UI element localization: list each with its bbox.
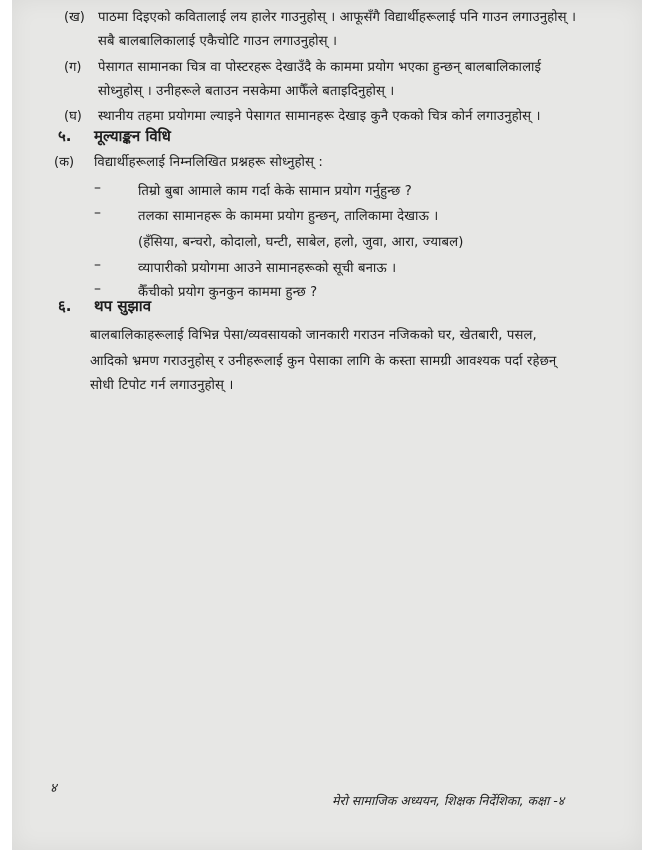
item-ga-line-1: पेसागत सामानका चित्र वा पोस्टरहरू देखाउँदै के काममा प्रयोग भएका हुन्छन् बालबालिकालाई xyxy=(98,60,542,75)
bullet-item: तलका सामानहरू के काममा प्रयोग हुन्छन्, तालिकामा देखाऊ । xyxy=(138,209,439,224)
bullet-item: व्यापारीको प्रयोगमा आउने सामानहरूको सूची बनाऊ । xyxy=(138,261,397,276)
bullet-item: कैँचीको प्रयोग कुनकुन काममा हुन्छ ? xyxy=(138,285,318,300)
section-6-number: ६. xyxy=(58,297,72,315)
section-5-title: मूल्याङ्कन विधि xyxy=(94,127,171,145)
book-title-footer: मेरो सामाजिक अध्ययन, शिक्षक निर्देशिका, कक्षा -४ xyxy=(332,793,565,808)
bullet-dash: – xyxy=(94,281,101,297)
section-6-title: थप सुझाव xyxy=(94,297,152,315)
item-kha-line-1: पाठमा दिइएको कवितालाई लय हालेर गाउनुहोस् । आफूसँगै विद्यार्थीहरूलाई पनि गाउन लगाउनुहोस् । xyxy=(98,10,577,25)
item-letter-gha: (घ) xyxy=(64,109,82,124)
item-ga-line-2: सोध्नुहोस् । उनीहरूले बताउन नसकेमा आफैँले बताइदिनुहोस् । xyxy=(98,84,395,99)
section-6-line-1: बालबालिकाहरूलाई विभिन्न पेसा/व्यवसायको जानकारी गराउन नजिकको घर, खेतबारी, पसल, xyxy=(90,328,537,343)
bullet-dash: – xyxy=(94,180,101,196)
section-6-line-3: सोधी टिपोट गर्न लगाउनुहोस् । xyxy=(90,378,234,393)
bullet-dash: – xyxy=(94,205,101,221)
section-5-sub-letter: (क) xyxy=(54,155,75,170)
item-letter-kha: (ख) xyxy=(64,10,85,25)
section-5-number: ५. xyxy=(58,127,72,145)
section-6-line-2: आदिको भ्रमण गराउनुहोस् र उनीहरूलाई कुन पेसाका लागि के कस्ता सामग्री आवश्यक पर्दा रहेछन् xyxy=(90,354,557,369)
bullet-item: तिम्रो बुबा आमाले काम गर्दा केके सामान प्रयोग गर्नुहुन्छ ? xyxy=(138,184,412,199)
bullet-item-tools-list: (हँसिया, बन्चरो, कोदालो, घन्टी, साबेल, हलो, जुवा, आरा, ज्याबल) xyxy=(138,235,464,250)
document-page xyxy=(12,0,642,850)
item-gha-line-1: स्थानीय तहमा प्रयोगमा ल्याइने पेसागत सामानहरू देखाइ कुनै एकको चित्र कोर्न लगाउनुहोस् । xyxy=(98,109,541,124)
bullet-dash: – xyxy=(94,257,101,273)
page-number: ४ xyxy=(50,781,57,796)
item-letter-ga: (ग) xyxy=(64,60,82,75)
item-kha-line-2: सबै बालबालिकालाई एकैचोटि गाउन लगाउनुहोस् । xyxy=(98,34,338,49)
section-5-sub-text: विद्यार्थीहरूलाई निम्नलिखित प्रश्नहरू सोध्नुहोस् : xyxy=(94,155,323,170)
